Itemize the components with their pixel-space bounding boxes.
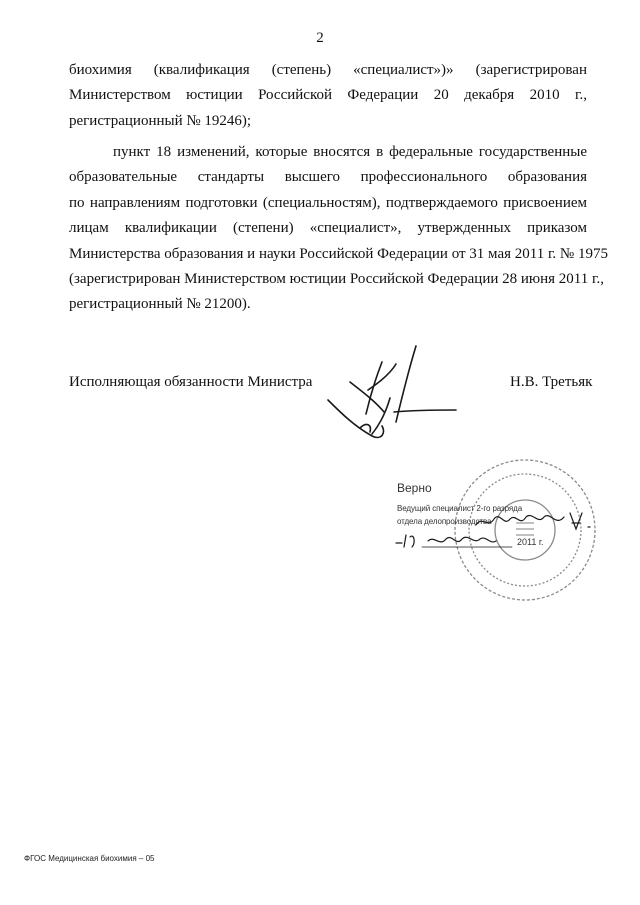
paragraph-2-line: по направлениям подготовки (специальностям), подтверждаемого присвоением — [69, 194, 587, 211]
stamp-year: 2011 г. — [517, 537, 544, 547]
signatory-title: Исполняющая обязанности Министра — [69, 374, 313, 390]
paragraph-2-line: образовательные стандарты высшего профессионального образования — [69, 169, 587, 186]
paragraph-1-line: регистрационный № 19246); — [69, 112, 252, 129]
paragraph-2-line: Министерства образования и науки Российской Федерации от 31 мая 2011 г. № 1975 — [69, 245, 608, 262]
paragraph-2-line: (зарегистрирован Министерством юстиции Российской Федерации 28 июня 2011 г., — [69, 271, 604, 288]
stamp-date-handwriting-icon — [394, 529, 524, 553]
stamp-department: отдела делопроизводства — [397, 517, 492, 526]
certification-stamp — [380, 455, 620, 605]
paragraph-2-line: лицам квалификации (степени) «специалист», утвержденных приказом — [69, 220, 587, 237]
signatory-name: Н.В. Третьяк — [510, 374, 593, 390]
page-number: 2 — [316, 30, 324, 46]
paragraph-2 — [69, 140, 608, 318]
paragraph-2-line: регистрационный № 21200). — [69, 296, 251, 313]
paragraph-2-line: пункт 18 изменений, которые вносятся в федеральные государственные — [113, 144, 587, 160]
stamp-heading: Верно — [397, 481, 432, 495]
stamp-position: Ведущий специалист 2-го разряда — [397, 504, 523, 513]
handwritten-signature — [320, 342, 460, 454]
paragraph-1-line: Министерством юстиции Российской Федерации 20 декабря 2010 г., — [69, 87, 587, 104]
footer-code: ФГОС Медицинская биохимия – 05 — [24, 854, 155, 863]
paragraph-1-line: биохимия (квалификация (степень) «специалист»)» (зарегистрирован — [69, 62, 587, 78]
paragraph-1 — [69, 58, 587, 134]
